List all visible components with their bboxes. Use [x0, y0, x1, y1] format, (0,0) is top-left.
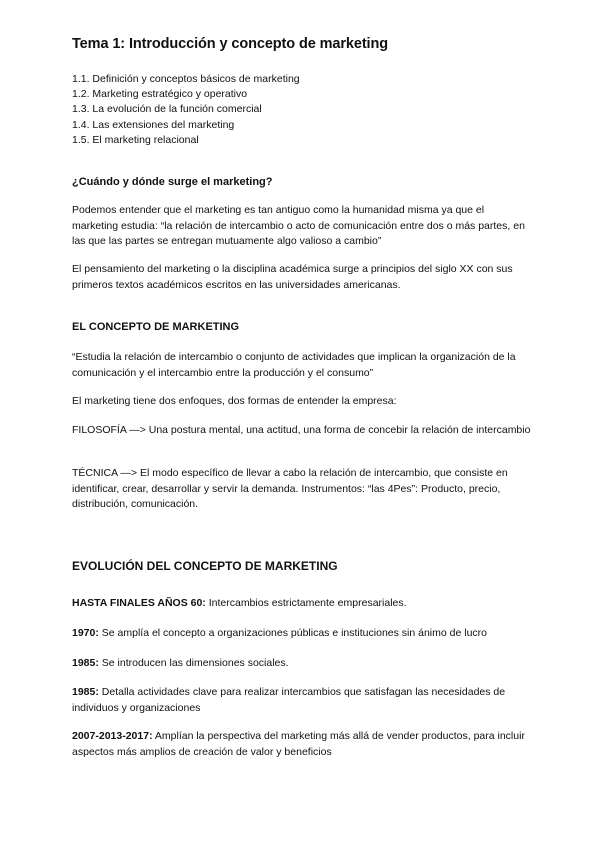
paragraph: Podemos entender que el marketing es tan antiguo como la humanidad misma ya que el marketing estudia: “la relación de intercambio o acto de comunicación entre dos o más partes, en las que las partes se entregan mutuamente algo valioso a cambio” — [72, 204, 525, 248]
evolution-text: Intercambios estrictamente empresariales. — [205, 597, 407, 609]
evolution-label: 1985: — [72, 686, 99, 698]
evolution-text: Se amplía el concepto a organizaciones públicas e instituciones sin ánimo de lucro — [98, 627, 488, 639]
page-title: Tema 1: Introducción y concepto de marketing — [72, 36, 389, 52]
quote-paragraph: “Estudia la relación de intercambio o conjunto de actividades que implican la organización de la comunicación y el intercambio entre la producción y el consumo” — [72, 351, 516, 379]
section-heading-concept: EL CONCEPTO DE MARKETING — [72, 321, 240, 333]
toc-item: 1.4. Las extensiones del marketing — [72, 118, 235, 131]
toc-item: 1.1. Definición y conceptos básicos de marketing — [72, 73, 300, 85]
evolution-label: 1985: — [72, 657, 99, 669]
evolution-label: 1970: — [72, 627, 99, 639]
evolution-text: Detalla actividades clave para realizar intercambios que satisfagan las necesidades de individuos y organizaciones — [72, 686, 506, 714]
evolution-item — [72, 626, 532, 642]
toc-item: 1.3. La evolución de la función comercial — [72, 103, 262, 116]
section-heading-origin: ¿Cuándo y dónde surge el marketing? — [72, 176, 273, 188]
paragraph-filosofia: FILOSOFÍA —> Una postura mental, una actitud, una forma de concebir la relación de intercambio — [72, 424, 531, 436]
toc-item: 1.2. Marketing estratégico y operativo — [72, 88, 248, 101]
table-of-contents — [72, 72, 300, 148]
evolution-item — [72, 685, 532, 716]
evolution-label: 2007-2013-2017: — [72, 730, 153, 742]
toc-item: 1.5. El marketing relacional — [72, 133, 199, 146]
paragraph: El pensamiento del marketing o la disciplina académica surge a principios del siglo XX con sus primeros textos académicos escritos en las universidades americanas. — [72, 263, 513, 291]
section-heading-evolution: EVOLUCIÓN DEL CONCEPTO DE MARKETING — [72, 559, 338, 573]
evolution-item — [72, 656, 532, 672]
evolution-item — [72, 596, 532, 612]
evolution-item — [72, 729, 532, 760]
paragraph: El marketing tiene dos enfoques, dos formas de entender la empresa: — [72, 395, 397, 407]
evolution-text: Se introducen las dimensiones sociales. — [98, 657, 289, 669]
paragraph-tecnica: TÉCNICA —> El modo específico de llevar a cabo la relación de intercambio, que consiste en identificar, crear, desarrollar y servir la demanda. Instrumentos: “las 4Pes”: Producto, precio, distribución, comunicación. — [72, 467, 508, 511]
evolution-label: HASTA FINALES AÑOS 60: — [72, 597, 206, 609]
evolution-text: Amplían la perspectiva del marketing más allá de vender productos, para incluir aspectos más amplios de creación de valor y beneficios — [72, 730, 525, 758]
